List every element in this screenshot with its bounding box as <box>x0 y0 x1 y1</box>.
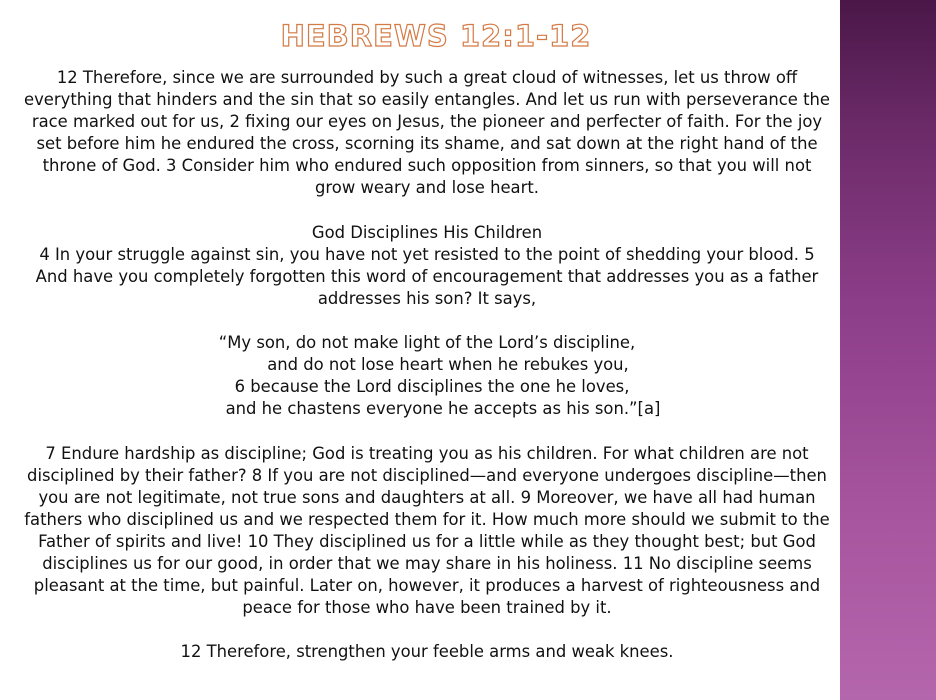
quote-line-4: and he chastens everyone he accepts as his son.”[a] <box>225 399 661 419</box>
paragraph-verses-1-3: 12 Therefore, since we are surrounded by such a great cloud of witnesses, let us throw off everything that hinders and the sin that so easily entangles. And let us run with perseverance the race marked out for us, 2 fixing our eyes on Jesus, the pioneer and perfecter of faith. For the joy set before him he endured the cross, scorning its shame, and sat down at the right hand of the throne of God. 3 Consider him who endured such opposition from sinners, so that you will not grow weary and lose heart. <box>24 68 830 198</box>
decorative-side-band <box>840 0 936 700</box>
paragraph-verses-7-11: 7 Endure hardship as discipline; God is treating you as his children. For what children are not disciplined by their father? 8 If you are not disciplined—and everyone undergoes discipline—then you are not legitimate, not true sons and daughters at all. 9 Moreover, we have all had human fathers who disciplined us and we respected them for it. How much more should we submit to the Father of spirits and live! 10 They disciplined us for a little while as they thought best; but God disciplines us for our good, in order that we may share in his holiness. 11 No discipline seems pleasant at the time, but painful. Later on, however, it produces a harvest of righteousness and peace for those who have been trained by it. <box>24 443 830 618</box>
slide-title: HEBREWS 12:1-12 <box>280 19 592 53</box>
paragraph-verse-12: 12 Therefore, strengthen your feeble arms and weak knees. <box>180 642 674 662</box>
quote-line-2: and do not lose heart when he rebukes you, <box>267 355 629 375</box>
paragraph-gap <box>24 310 830 332</box>
quote-line-3: 6 because the Lord disciplines the one he loves, <box>234 377 630 397</box>
paragraph-verses-4-5: 4 In your struggle against sin, you have not yet resisted to the point of shedding your blood. 5 And have you completely forgotten this word of encouragement that addresses you as a father addresses his son? It says, <box>35 244 819 308</box>
paragraph-gap <box>24 421 830 443</box>
quote-line-1: “My son, do not make light of the Lord’s discipline, <box>218 333 636 353</box>
section-heading: God Disciplines His Children <box>311 222 543 242</box>
paragraph-gap <box>24 619 830 641</box>
paragraph-gap <box>24 200 830 222</box>
scripture-body <box>24 67 830 664</box>
